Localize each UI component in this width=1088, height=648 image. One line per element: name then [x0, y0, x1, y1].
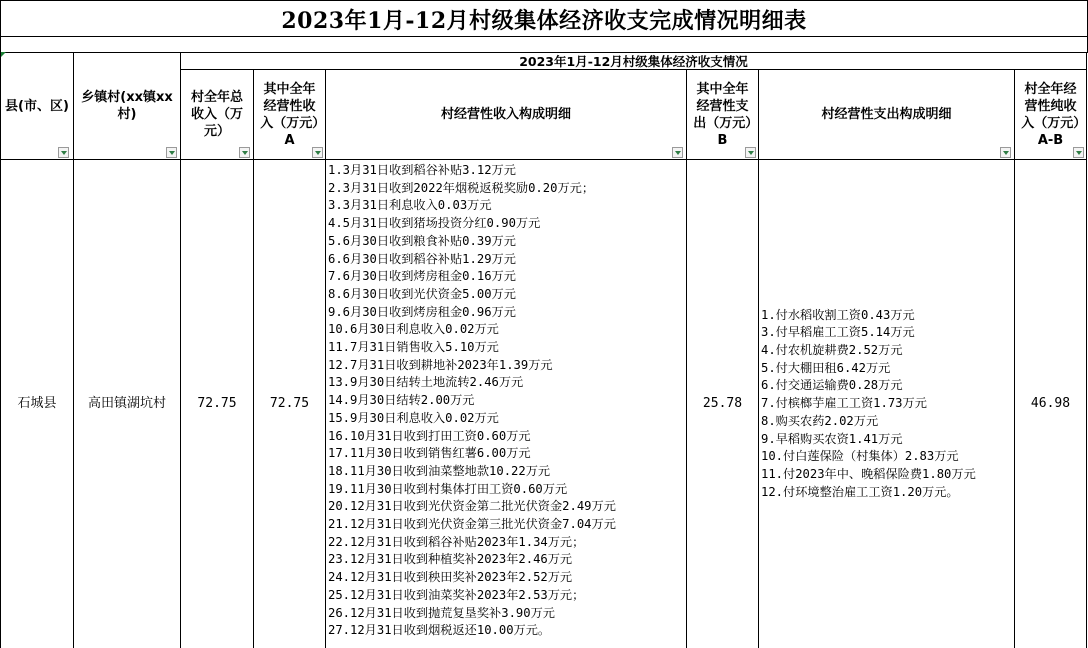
list-item: 16.10月31日收到打田工资0.60万元 [328, 428, 531, 443]
header-income-detail[interactable]: 村经营性收入构成明细 [326, 70, 687, 160]
list-item: 17.11月30日收到销售红薯6.00万元 [328, 446, 531, 461]
cell-operating-expense[interactable]: 25.78 [687, 160, 759, 648]
header-county[interactable]: 县(市、区) [1, 53, 74, 160]
cell-operating-income[interactable]: 72.75 [254, 160, 326, 648]
list-item: 5.6月30日收到粮食补贴0.39万元 [328, 233, 516, 248]
header-village[interactable]: 乡镇村(xx镇xx村) [74, 53, 181, 160]
list-item: 18.11月30日收到油菜整地款10.22万元 [328, 463, 551, 478]
list-item: 10.6月30日利息收入0.02万元 [328, 322, 499, 337]
cell-net-income[interactable]: 46.98 [1015, 160, 1087, 648]
list-item: 25.12月31日收到油菜奖补2023年2.53万元； [328, 587, 585, 602]
header-operating-income[interactable]: 其中全年经营性收入（万元）A [254, 70, 326, 160]
cell-expense-detail[interactable] [759, 160, 1015, 648]
filter-dropdown-icon[interactable] [1000, 147, 1011, 158]
list-item: 23.12月31日收到种植奖补2023年2.46万元 [328, 552, 573, 567]
list-item: 11.付2023年中、晚稻保险费1.80万元 [761, 466, 976, 481]
list-item: 14.9月30日结转2.00万元 [328, 393, 475, 408]
list-item: 4.5月31日收到猪场投资分红0.90万元 [328, 216, 541, 231]
header-operating-expense[interactable]: 其中全年经营性支出（万元）B [687, 70, 759, 160]
list-item: 15.9月30日利息收入0.02万元 [328, 410, 499, 425]
cell-total-income[interactable]: 72.75 [181, 160, 254, 648]
list-item: 5.付大棚田租6.42万元 [761, 360, 891, 375]
filter-dropdown-icon[interactable] [239, 147, 250, 158]
sheet-title[interactable]: 2023年1月-12月村级集体经济收支完成情况明细表 [0, 0, 1088, 37]
header-expense-detail[interactable]: 村经营性支出构成明细 [759, 70, 1015, 160]
expense-detail-list [761, 307, 1011, 502]
cell-income-detail[interactable] [326, 160, 687, 648]
header-total-income[interactable]: 村全年总收入（万元） [181, 70, 254, 160]
filter-dropdown-icon[interactable] [745, 147, 756, 158]
list-item: 8.6月30日收到光伏资金5.00万元 [328, 286, 516, 301]
list-item: 12.7月31日收到耕地补2023年1.39万元 [328, 357, 553, 372]
filter-dropdown-icon[interactable] [1073, 147, 1084, 158]
income-detail-list [328, 162, 616, 640]
list-item: 19.11月30日收到村集体打田工资0.60万元 [328, 481, 568, 496]
list-item: 27.12月31日收到烟税返还10.00万元。 [328, 623, 551, 638]
list-item: 10.付白莲保险（村集体）2.83万元 [761, 449, 959, 464]
filter-dropdown-icon[interactable] [166, 147, 177, 158]
list-item: 9.早稻购买农资1.41万元 [761, 431, 903, 446]
list-item: 21.12月31日收到光伏资金第三批光伏资金7.04万元 [328, 517, 616, 532]
filter-dropdown-icon[interactable] [312, 147, 323, 158]
list-item: 7.付槟榔芋雇工工资1.73万元 [761, 396, 927, 411]
list-item: 1.付水稻收割工资0.43万元 [761, 307, 915, 322]
cell-village[interactable]: 高田镇湖坑村 [74, 160, 181, 648]
list-item: 6.付交通运输费0.28万元 [761, 378, 903, 393]
cell-county[interactable]: 石城县 [1, 160, 74, 648]
list-item: 22.12月31日收到稻谷补贴2023年1.34万元； [328, 534, 585, 549]
group-header[interactable]: 2023年1月-12月村级集体经济收支情况 [181, 53, 1087, 70]
list-item: 13.9月30日结转土地流转2.46万元 [328, 375, 524, 390]
list-item: 3.付早稻雇工工资5.14万元 [761, 325, 915, 340]
list-item: 26.12月31日收到抛荒复垦奖补3.90万元 [328, 605, 555, 620]
list-item: 9.6月30日收到烤房租金0.96万元 [328, 304, 516, 319]
list-item: 20.12月31日收到光伏资金第二批光伏资金2.49万元 [328, 499, 616, 514]
list-item: 24.12月31日收到秧田奖补2023年2.52万元 [328, 570, 573, 585]
list-item: 1.3月31日收到稻谷补贴3.12万元 [328, 163, 516, 177]
list-item: 7.6月30日收到烤房租金0.16万元 [328, 269, 516, 284]
list-item: 4.付农机旋耕费2.52万元 [761, 343, 903, 358]
list-item: 11.7月31日销售收入5.10万元 [328, 340, 499, 355]
list-item: 8.购买农药2.02万元 [761, 413, 879, 428]
list-item: 12.付环境整治雇工工资1.20万元。 [761, 484, 959, 499]
header-net-income[interactable]: 村全年经营性纯收入（万元）A-B [1015, 70, 1087, 160]
filter-dropdown-icon[interactable] [58, 147, 69, 158]
list-item: 2.3月31日收到2022年烟税返税奖励0.20万元； [328, 180, 595, 195]
filter-dropdown-icon[interactable] [672, 147, 683, 158]
list-item: 6.6月30日收到稻谷补贴1.29万元 [328, 251, 516, 266]
blank-row[interactable] [0, 36, 1088, 53]
list-item: 3.3月31日利息收入0.03万元 [328, 198, 492, 213]
